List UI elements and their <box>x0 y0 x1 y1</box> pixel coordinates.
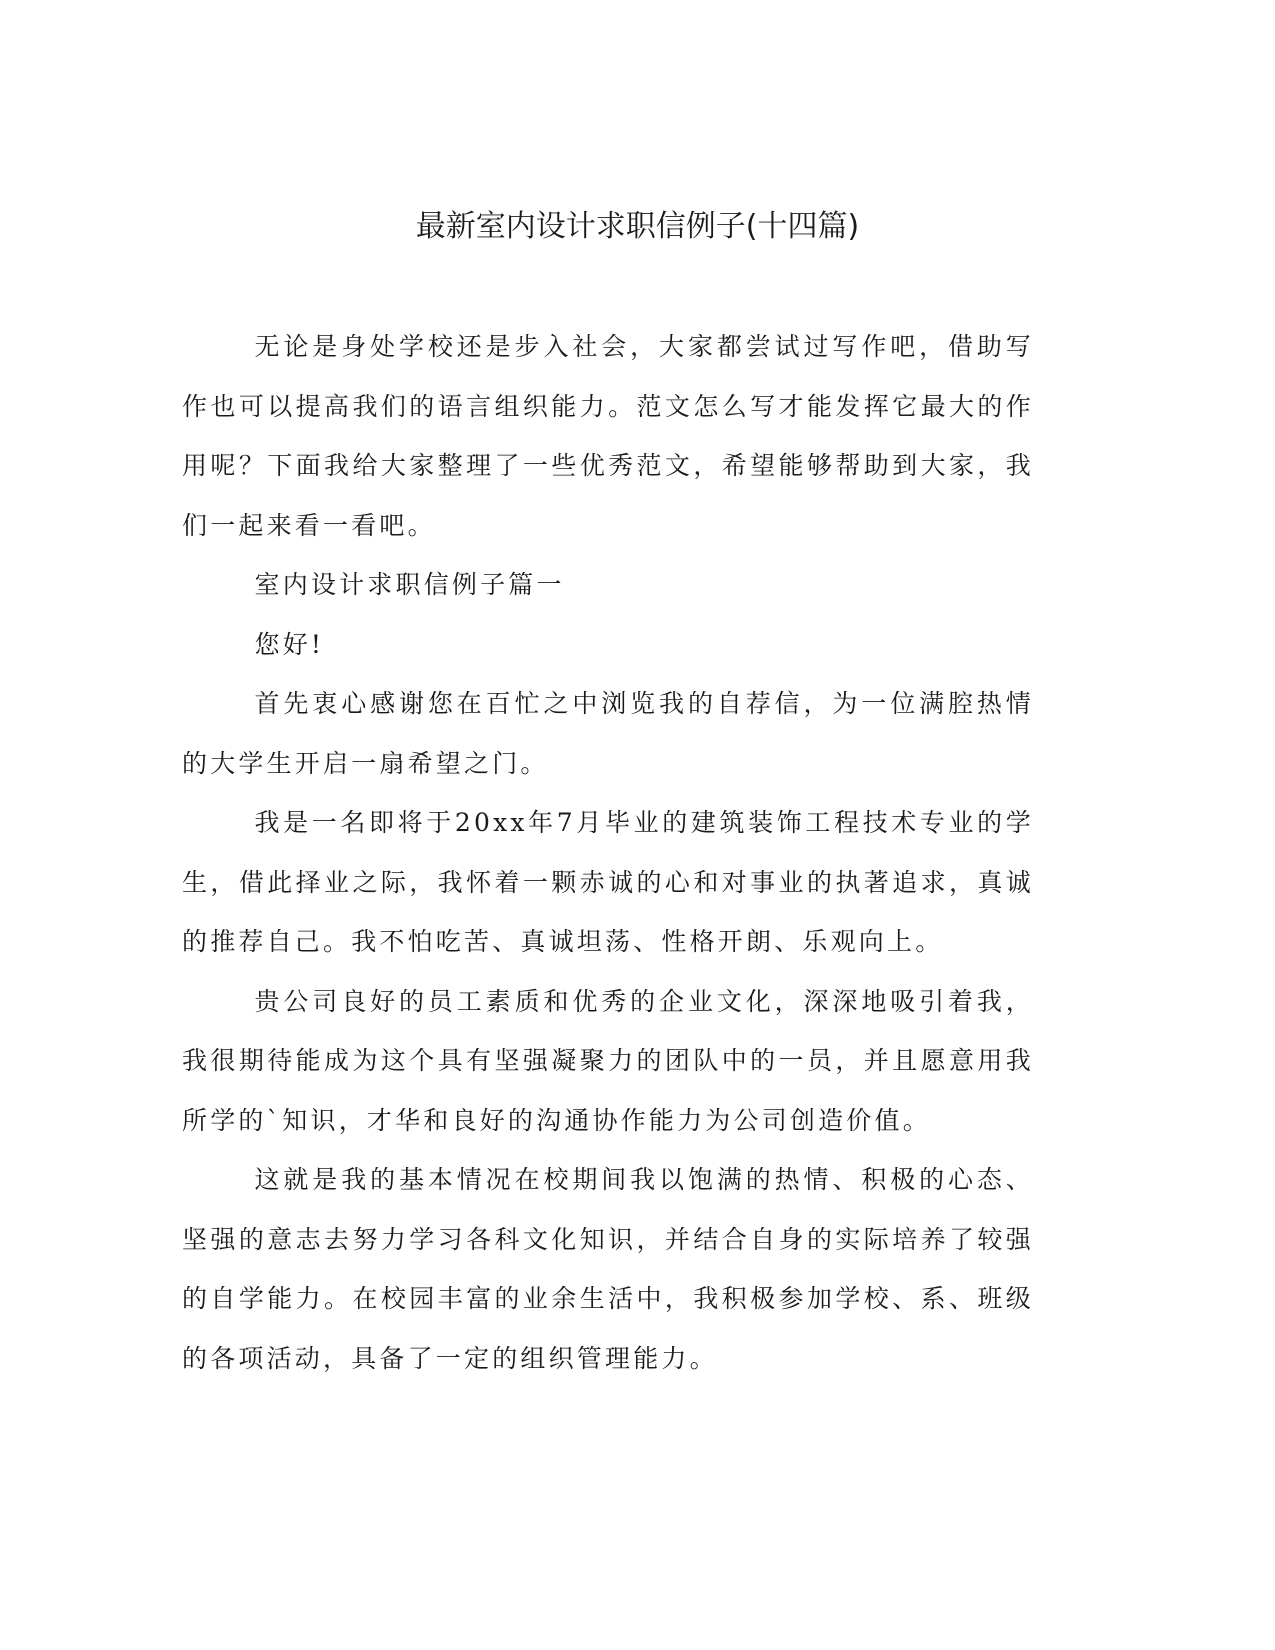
salutation: 您好! <box>254 629 325 659</box>
intro-paragraph: 无论是身处学校还是步入社会，大家都尝试过写作吧，借助写作也可以提高我们的语言组织能力。范文怎么写才能发挥它最大的作用呢？下面我给大家整理了一些优秀范文，希望能够帮助到大家，我们一起来看一看吧。 <box>182 332 1034 540</box>
document-body <box>182 317 1034 1388</box>
body-paragraph: 我是一名即将于20xx年7月毕业的建筑装饰工程技术专业的学生，借此择业之际，我怀着一颗赤诚的心和对事业的执著追求，真诚的推荐自己。我不怕吃苦、真诚坦荡、性格开朗、乐观向上。 <box>182 808 1034 956</box>
body-paragraph: 这就是我的基本情况在校期间我以饱满的热情、积极的心态、坚强的意志去努力学习各科文化知识，并结合自身的实际培养了较强的自学能力。在校园丰富的业余生活中，我积极参加学校、系、班级的各项活动，具备了一定的组织管理能力。 <box>182 1165 1034 1373</box>
document-title: 最新室内设计求职信例子(十四篇) <box>415 209 860 244</box>
section-heading: 室内设计求职信例子篇一 <box>254 570 565 599</box>
body-paragraph: 贵公司良好的员工素质和优秀的企业文化，深深地吸引着我，我很期待能成为这个具有坚强凝聚力的团队中的一员，并且愿意用我所学的`知识，才华和良好的沟通协作能力为公司创造价值。 <box>182 986 1034 1135</box>
body-paragraph: 首先衷心感谢您在百忙之中浏览我的自荐信，为一位满腔热情的大学生开启一扇希望之门。 <box>182 689 1034 778</box>
